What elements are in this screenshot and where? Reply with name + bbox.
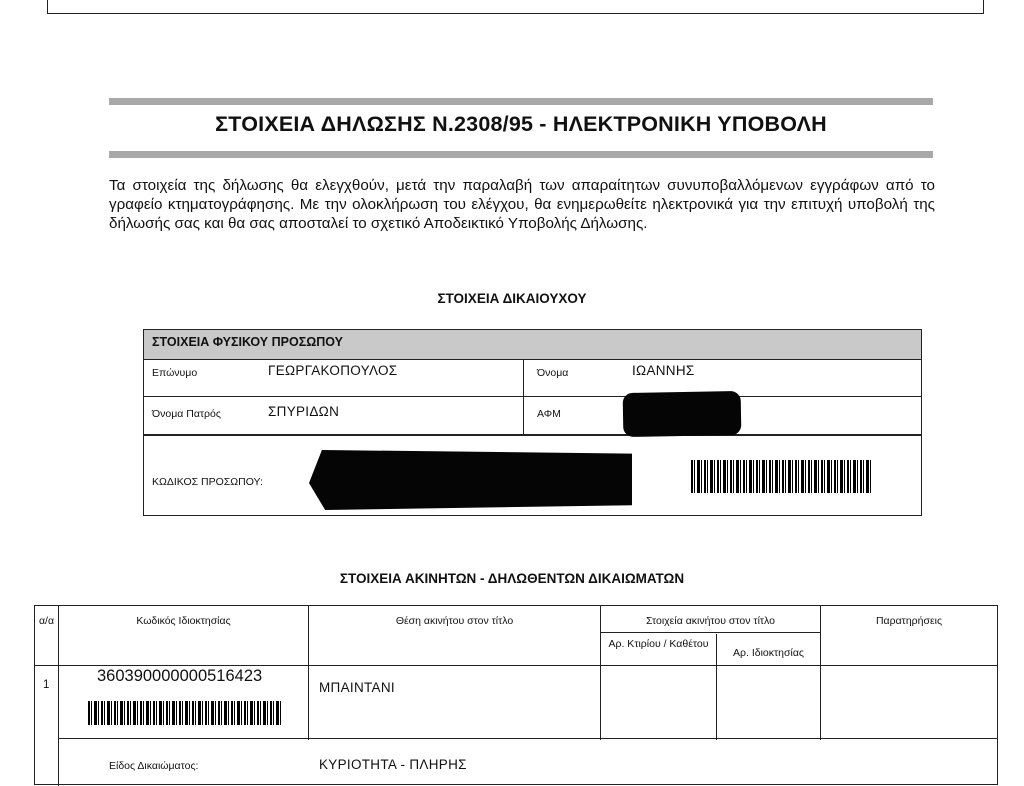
properties-heading: ΣΤΟΙΧΕΙΑ ΑΚΙΝΗΤΩΝ - ΔΗΛΩΘΕΝΤΩΝ ΔΙΚΑΙΩΜΑΤΩΝ (339, 571, 685, 586)
person-code-label: ΚΩΔΙΚΟΣ ΠΡΟΣΩΠΟΥ: (152, 476, 263, 488)
name-label: Όνομα (537, 367, 569, 379)
col-header-ownership: Αρ. Ιδιοκτησίας (733, 647, 804, 659)
properties-table (34, 605, 998, 785)
beneficiary-heading: ΣΤΟΙΧΕΙΑ ΔΙΚΑΙΟΥΧΟΥ (437, 291, 587, 306)
afm-label: ΑΦΜ (537, 408, 561, 420)
right-type-label: Είδος Δικαιώματος: (109, 760, 199, 772)
page-title: ΣΤΟΙΧΕΙΑ ΔΗΛΩΣΗΣ Ν.2308/95 - ΗΛΕΚΤΡΟΝΙΚΗ ΥΠΟΒΟΛΗ (215, 112, 827, 136)
person-code-redaction (309, 450, 632, 510)
property-code-barcode (88, 701, 281, 725)
col-header-aa: α/α (38, 615, 55, 627)
row-aa: 1 (43, 679, 50, 691)
beneficiary-row-names (144, 360, 921, 397)
col-header-notes: Παρατηρήσεις (875, 615, 943, 627)
afm-redaction (623, 391, 742, 437)
name-value: ΙΩΑΝΝΗΣ (632, 363, 695, 378)
col-header-location: Θέση ακινήτου στον τίτλο (395, 615, 514, 627)
surname-value: ΓΕΩΡΓΑΚΟΠΟΥΛΟΣ (268, 363, 398, 378)
col-header-code: Κωδικός Ιδιοκτησίας (136, 615, 231, 627)
surname-label: Επώνυμο (152, 367, 198, 379)
col-header-building: Αρ. Κτιρίου / Καθέτου (608, 638, 709, 650)
father-name-label: Όνομα Πατρός (152, 408, 221, 420)
beneficiary-row-father (144, 396, 921, 436)
previous-section-box (47, 0, 984, 14)
beneficiary-divider (523, 360, 524, 434)
property-code: 360390000000516423 (97, 667, 263, 685)
title-rule-top (109, 98, 933, 105)
intro-paragraph: Τα στοιχεία της δήλωσης θα ελεγχθούν, μετά την παραλαβή των απαραίτητων συνυποβαλλόμενων εγγράφων από το γραφείο κτηματογράφησης. Με την ολοκλήρωση του ελέγχου, θα ενημερωθείτε ηλεκτρονικά για την επιτυχή υποβολή της δήλωσής σας και θα σας αποσταλεί το σχετικό Αποδεικτικό Υποβολής Δήλωσης. (109, 177, 935, 232)
beneficiary-box (143, 329, 922, 516)
beneficiary-box-title: ΣΤΟΙΧΕΙΑ ΦΥΣΙΚΟΥ ΠΡΟΣΩΠΟΥ (144, 330, 921, 360)
col-header-details: Στοιχεία ακινήτου στον τίτλο (646, 615, 775, 627)
father-name-value: ΣΠΥΡΙΔΩΝ (268, 404, 340, 419)
person-code-barcode (691, 460, 871, 493)
right-type-value: ΚΥΡΙΟΤΗΤΑ - ΠΛΗΡΗΣ (319, 757, 467, 772)
property-location: ΜΠΑΙΝΤΑΝΙ (319, 680, 395, 695)
title-rule-bottom (109, 151, 933, 158)
